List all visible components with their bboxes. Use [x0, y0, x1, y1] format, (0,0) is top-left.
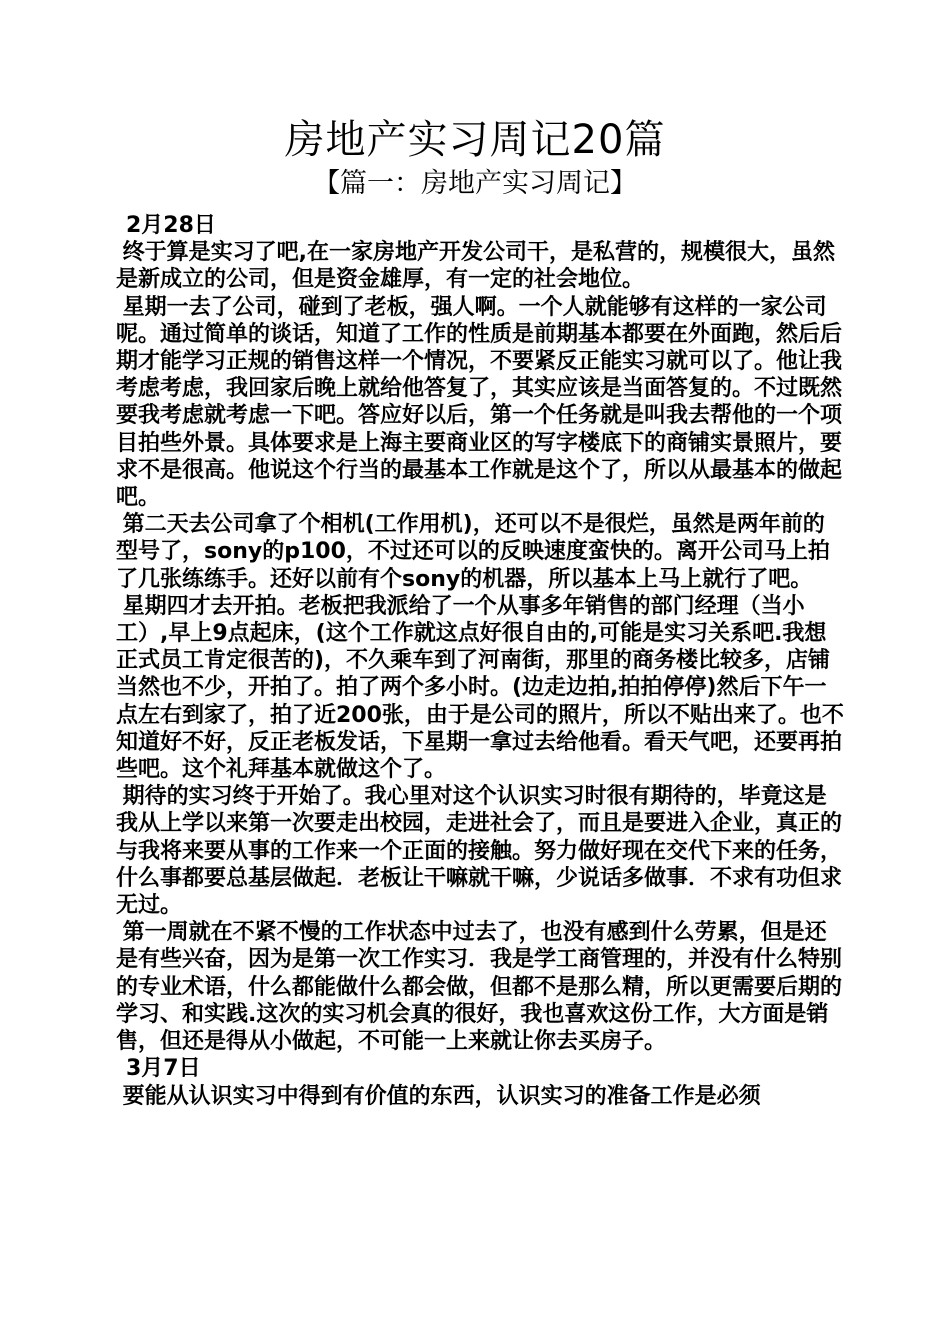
date-heading: 3月7日	[126, 1056, 201, 1082]
document-title: 房地产实习周记20篇	[284, 117, 666, 163]
document-body	[116, 212, 846, 1110]
body-paragraph: 终于算是实习了吧,在一家房地产开发公司干，是私营的，规模很大，虽然是新成立的公司，但是资金雄厚，有一定的社会地位。	[116, 240, 835, 293]
date-heading: 2月28日	[126, 213, 216, 238]
body-paragraph: 第一周就在不紧不慢的工作状态中过去了，也没有感到什么劳累，但是还是有些兴奋，因为是第一次工作实习．我是学工商管理的，并没有什么特别的专业术语，什么都能做什么都会做，但都不是那么精，所以更需要后期的学习、和实践.这次的实习机会真的很好，我也喜欢这份工作，大方面是销售，但还是得从小做起，不可能一上来就让你去买房子。	[116, 920, 843, 1055]
body-paragraph: 要能从认识实习中得到有价值的东西，认识实习的准备工作是必须	[122, 1083, 761, 1109]
body-paragraph: 第二天去公司拿了个相机(工作用机)，还可以不是很烂，虽然是两年前的型号了，sony的p100，不过还可以的反映速度蛮快的。离开公司马上拍了几张练练手。还好以前有个sony的机器，所以基本上马上就行了吧。	[116, 512, 830, 592]
body-paragraph: 星期一去了公司，碰到了老板，强人啊。一个人就能够有这样的一家公司呢。通过简单的谈话，知道了工作的性质是前期基本都要在外面跑，然后后期才能学习正规的销售这样一个情况，不要紧反正能实习就可以了。他让我考虑考虑，我回家后晚上就给他答复了，其实应该是当面答复的。不过既然要我考虑就考虑一下吧。答应好以后，第一个任务就是叫我去帮他的一个项目拍些外景。具体要求是上海主要商业区的写字楼底下的商铺实景照片，要求不是很高。他说这个行当的最基本工作就是这个了，所以从最基本的做起吧。	[116, 294, 843, 511]
document-subtitle: 【篇一：房地产实习周记】	[313, 168, 637, 199]
body-paragraph: 期待的实习终于开始了。我心里对这个认识实习时很有期待的，毕竟这是我从上学以来第一次要走出校园，走进社会了，而且是要进入企业，真正的与我将来要从事的工作来一个正面的接触。努力做好现在交代下来的任务，什么事都要总基层做起．老板让干嘛就干嘛，少说话多做事．不求有功但求无过。	[116, 784, 843, 919]
body-paragraph: 星期四才去开拍。老板把我派给了一个从事多年销售的部门经理（当小工）,早上9点起床，(这个工作就这点好很自由的,可能是实习关系吧.我想正式员工肯定很苦的)，不久乘车到了河南街，那里的商务楼比较多，店铺当然也不少，开拍了。拍了两个多小时。(边走边拍,拍拍停停)然后下午一点左右到家了，拍了近200张，由于是公司的照片，所以不贴出来了。也不知道好不好，反正老板发话，下星期一拿过去给他看。看天气吧，还要再拍些吧。这个礼拜基本就做这个了。	[116, 593, 844, 783]
